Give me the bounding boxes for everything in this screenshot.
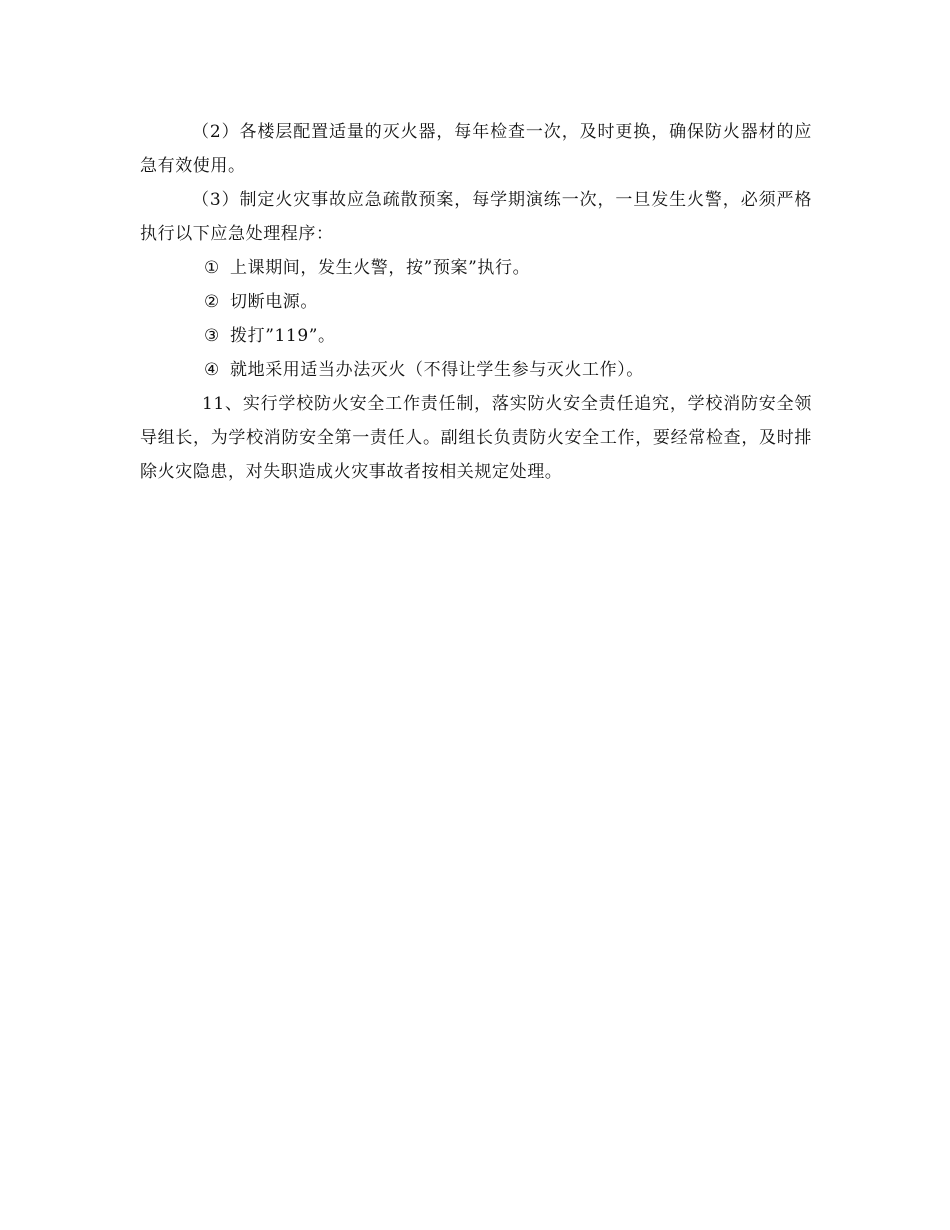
step-marker: ① bbox=[204, 258, 220, 278]
step-marker: ③ bbox=[204, 326, 220, 346]
step-marker: ② bbox=[204, 292, 220, 312]
step-text: 就地采用适当办法灭火（不得让学生参与灭火工作）。 bbox=[230, 360, 644, 380]
list-item bbox=[140, 319, 812, 353]
paragraph-clause-11: 11、实行学校防火安全工作责任制，落实防火安全责任追究，学校消防安全领导组长，为学校消防安全第一责任人。副组长负责防火安全工作，要经常检查，及时排除火灾隐患，对失职造成火灾事故者按相关规定处理。 bbox=[140, 394, 812, 482]
step-marker: ④ bbox=[204, 360, 220, 380]
step-text: 上课期间，发生火警，按”预案”执行。 bbox=[230, 258, 531, 278]
step-text: 拨打”119”。 bbox=[230, 326, 336, 346]
step-text: 切断电源。 bbox=[230, 292, 318, 312]
list-item bbox=[140, 251, 812, 285]
list-item bbox=[140, 353, 812, 387]
document-body bbox=[140, 115, 812, 489]
paragraph-evacuation-plan: （3）制定火灾事故应急疏散预案，每学期演练一次，一旦发生火警，必须严格执行以下应急处理程序： bbox=[140, 190, 812, 244]
list-item bbox=[140, 285, 812, 319]
paragraph-fire-extinguishers: （2）各楼层配置适量的灭火器，每年检查一次，及时更换，确保防火器材的应急有效使用。 bbox=[140, 122, 812, 176]
